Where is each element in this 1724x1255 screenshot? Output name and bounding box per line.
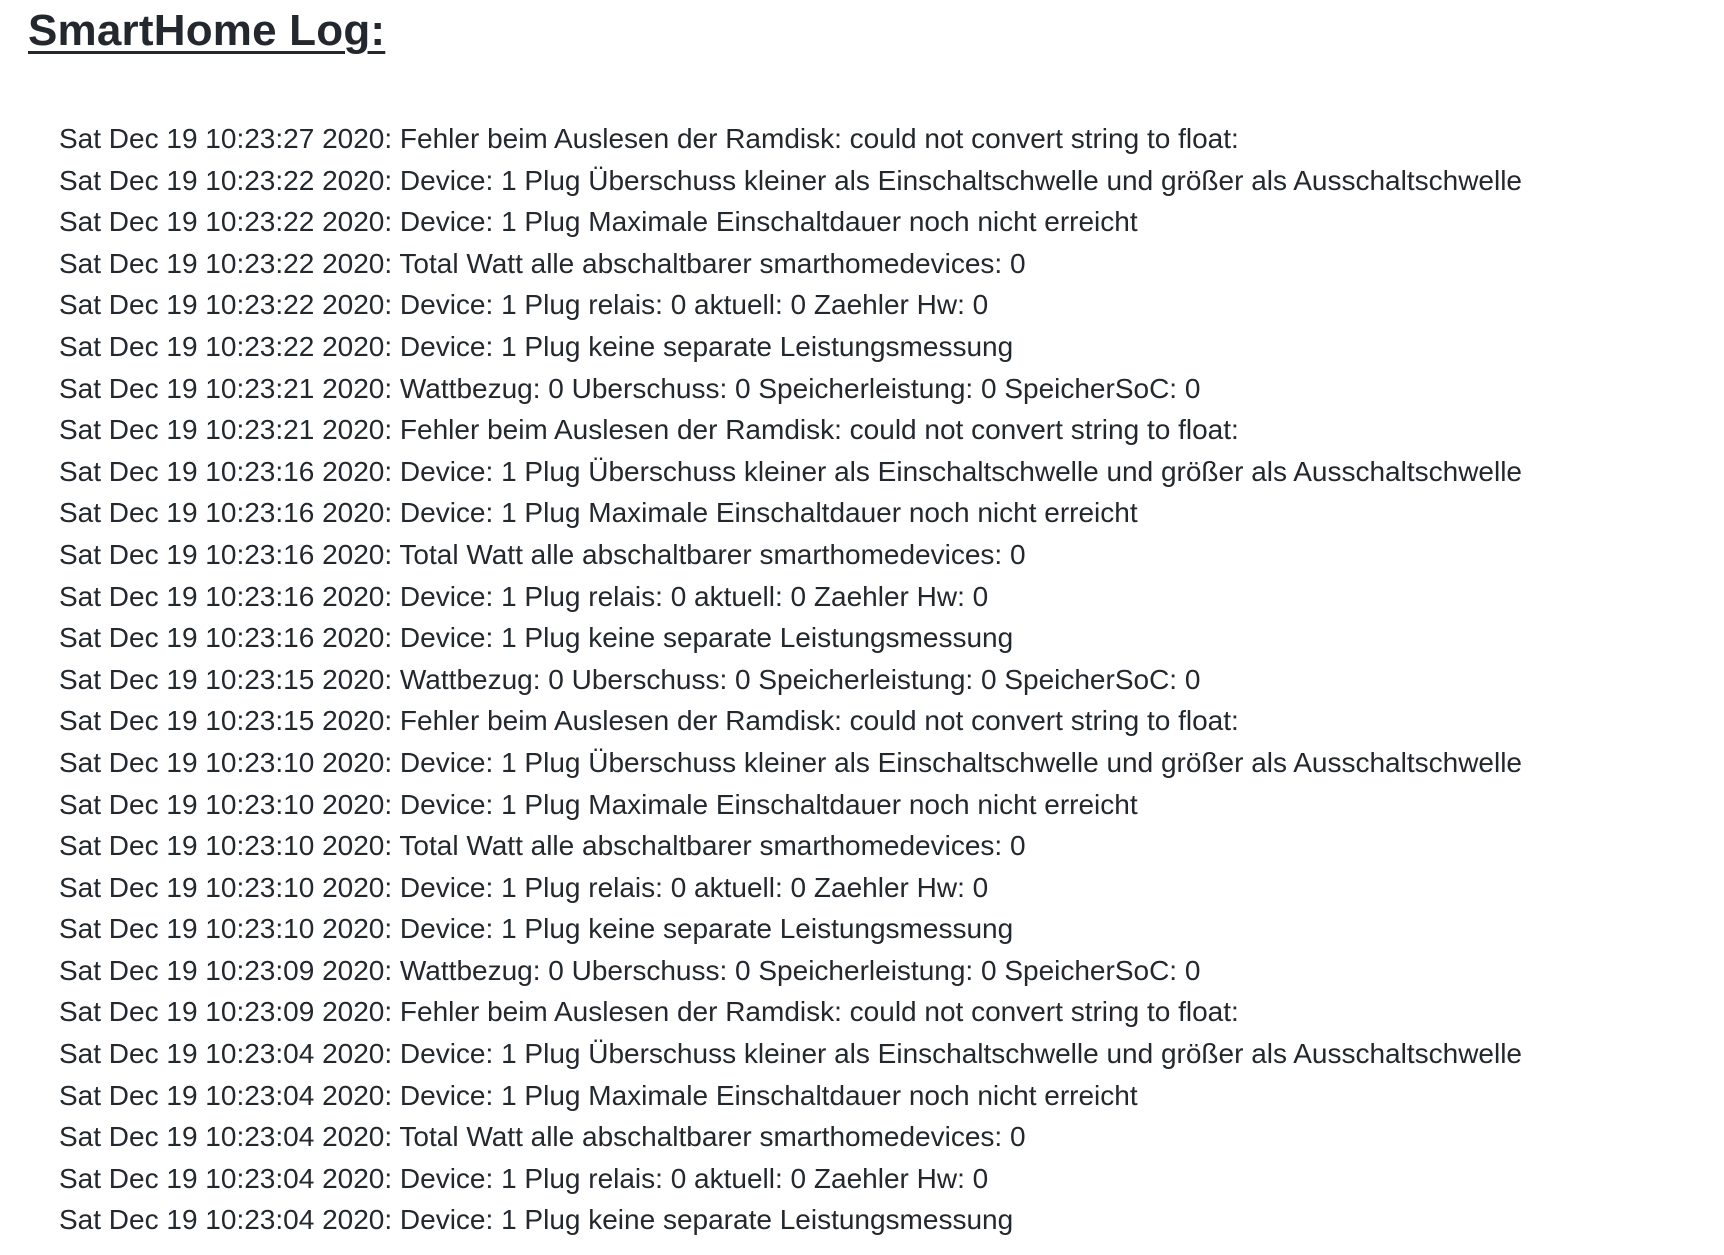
log-line: Sat Dec 19 10:23:10 2020: Device: 1 Plug keine separate Leistungsmessung <box>59 913 1014 945</box>
log-list <box>59 118 1724 1241</box>
log-line: Sat Dec 19 10:23:09 2020: Fehler beim Auslesen der Ramdisk: could not convert string to float: <box>59 996 1239 1028</box>
log-line: Sat Dec 19 10:23:10 2020: Total Watt alle abschaltbarer smarthomedevices: 0 <box>59 830 1026 862</box>
log-line: Sat Dec 19 10:23:15 2020: Wattbezug: 0 Uberschuss: 0 Speicherleistung: 0 SpeicherSoC: 0 <box>59 663 1201 695</box>
log-line: Sat Dec 19 10:23:22 2020: Device: 1 Plug keine separate Leistungsmessung <box>59 330 1014 362</box>
log-line: Sat Dec 19 10:23:15 2020: Fehler beim Auslesen der Ramdisk: could not convert string to float: <box>59 705 1239 737</box>
log-line: Sat Dec 19 10:23:21 2020: Fehler beim Auslesen der Ramdisk: could not convert string to float: <box>59 414 1239 446</box>
log-line: Sat Dec 19 10:23:09 2020: Wattbezug: 0 Uberschuss: 0 Speicherleistung: 0 SpeicherSoC: 0 <box>59 954 1201 986</box>
log-line: Sat Dec 19 10:23:04 2020: Device: 1 Plug Maximale Einschaltdauer noch nicht erreicht <box>59 1079 1138 1111</box>
log-line: Sat Dec 19 10:23:21 2020: Wattbezug: 0 Uberschuss: 0 Speicherleistung: 0 SpeicherSoC: 0 <box>59 372 1201 404</box>
log-line: Sat Dec 19 10:23:22 2020: Device: 1 Plug Überschuss kleiner als Einschaltschwelle und größer als Ausschaltschwelle <box>59 164 1522 196</box>
log-line: Sat Dec 19 10:23:10 2020: Device: 1 Plug Überschuss kleiner als Einschaltschwelle und größer als Ausschaltschwelle <box>59 746 1522 778</box>
log-line: Sat Dec 19 10:23:10 2020: Device: 1 Plug relais: 0 aktuell: 0 Zaehler Hw: 0 <box>59 871 989 903</box>
log-line: Sat Dec 19 10:23:04 2020: Device: 1 Plug keine separate Leistungsmessung <box>59 1204 1014 1236</box>
log-line: Sat Dec 19 10:23:04 2020: Device: 1 Plug relais: 0 aktuell: 0 Zaehler Hw: 0 <box>59 1162 989 1194</box>
log-line: Sat Dec 19 10:23:16 2020: Device: 1 Plug Maximale Einschaltdauer noch nicht erreicht <box>59 497 1138 529</box>
log-line: Sat Dec 19 10:23:16 2020: Total Watt alle abschaltbarer smarthomedevices: 0 <box>59 538 1026 570</box>
log-line: Sat Dec 19 10:23:16 2020: Device: 1 Plug keine separate Leistungsmessung <box>59 622 1014 654</box>
log-line: Sat Dec 19 10:23:10 2020: Device: 1 Plug Maximale Einschaltdauer noch nicht erreicht <box>59 788 1138 820</box>
log-line: Sat Dec 19 10:23:22 2020: Device: 1 Plug relais: 0 aktuell: 0 Zaehler Hw: 0 <box>59 289 989 321</box>
page-title: SmartHome Log: <box>28 6 386 55</box>
log-line: Sat Dec 19 10:23:04 2020: Total Watt alle abschaltbarer smarthomedevices: 0 <box>59 1121 1026 1153</box>
log-line: Sat Dec 19 10:23:04 2020: Device: 1 Plug Überschuss kleiner als Einschaltschwelle und größer als Ausschaltschwelle <box>59 1038 1522 1070</box>
log-line: Sat Dec 19 10:23:22 2020: Device: 1 Plug Maximale Einschaltdauer noch nicht erreicht <box>59 206 1138 238</box>
log-line: Sat Dec 19 10:23:22 2020: Total Watt alle abschaltbarer smarthomedevices: 0 <box>59 247 1026 279</box>
log-line: Sat Dec 19 10:23:16 2020: Device: 1 Plug Überschuss kleiner als Einschaltschwelle und größer als Ausschaltschwelle <box>59 455 1522 487</box>
log-line: Sat Dec 19 10:23:16 2020: Device: 1 Plug relais: 0 aktuell: 0 Zaehler Hw: 0 <box>59 580 989 612</box>
log-line: Sat Dec 19 10:23:27 2020: Fehler beim Auslesen der Ramdisk: could not convert string to float: <box>59 123 1239 154</box>
